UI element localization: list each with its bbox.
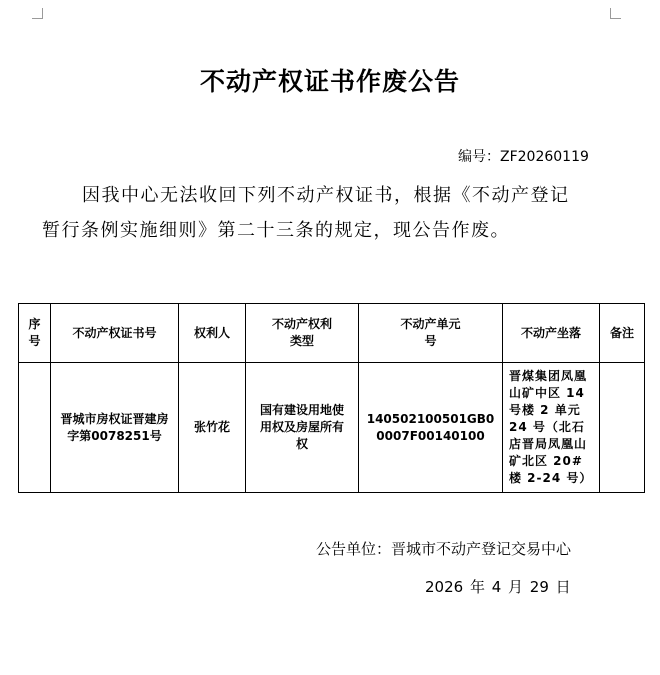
cell-location: 晋煤集团凤凰山矿中区 14 号楼 2 单元 24 号（北石店晋局凤凰山矿北区 20#楼 2-24 号） (503, 363, 600, 493)
header-seq: 序号 (19, 304, 51, 363)
header-cert-no: 不动产权证书号 (51, 304, 179, 363)
certificate-table (18, 303, 645, 493)
cell-owner: 张竹花 (179, 363, 246, 493)
cell-cert-no: 晋城市房权证晋建房字第0078251号 (51, 363, 179, 493)
header-remark: 备注 (600, 304, 645, 363)
cell-seq (19, 363, 51, 493)
body-text-line-1: 因我中心无法收回下列不动产权证书，根据《不动产登记 (82, 185, 570, 206)
cell-remark (600, 363, 645, 493)
table-header-row (19, 304, 645, 363)
page-corner-mark-right (610, 8, 621, 19)
cell-unit-no: 140502100501GB00007F00140100 (359, 363, 503, 493)
issuer-line: 公告单位：晋城市不动产登记交易中心 (316, 540, 572, 558)
body-text-line-2: 暂行条例实施细则》第二十三条的规定，现公告作废。 (42, 220, 510, 241)
document-number: 编号：ZF20260119 (458, 149, 589, 165)
header-location: 不动产坐落 (503, 304, 600, 363)
header-right-type: 不动产权利类型 (246, 304, 359, 363)
header-owner: 权利人 (179, 304, 246, 363)
table-row (19, 363, 645, 493)
header-unit-no: 不动产单元号 (359, 304, 503, 363)
issue-date: 2026 年 4 月 29 日 (425, 578, 571, 596)
cell-right-type: 国有建设用地使用权及房屋所有权 (246, 363, 359, 493)
document-title: 不动产权证书作废公告 (199, 67, 460, 96)
page-corner-mark-left (32, 8, 43, 19)
